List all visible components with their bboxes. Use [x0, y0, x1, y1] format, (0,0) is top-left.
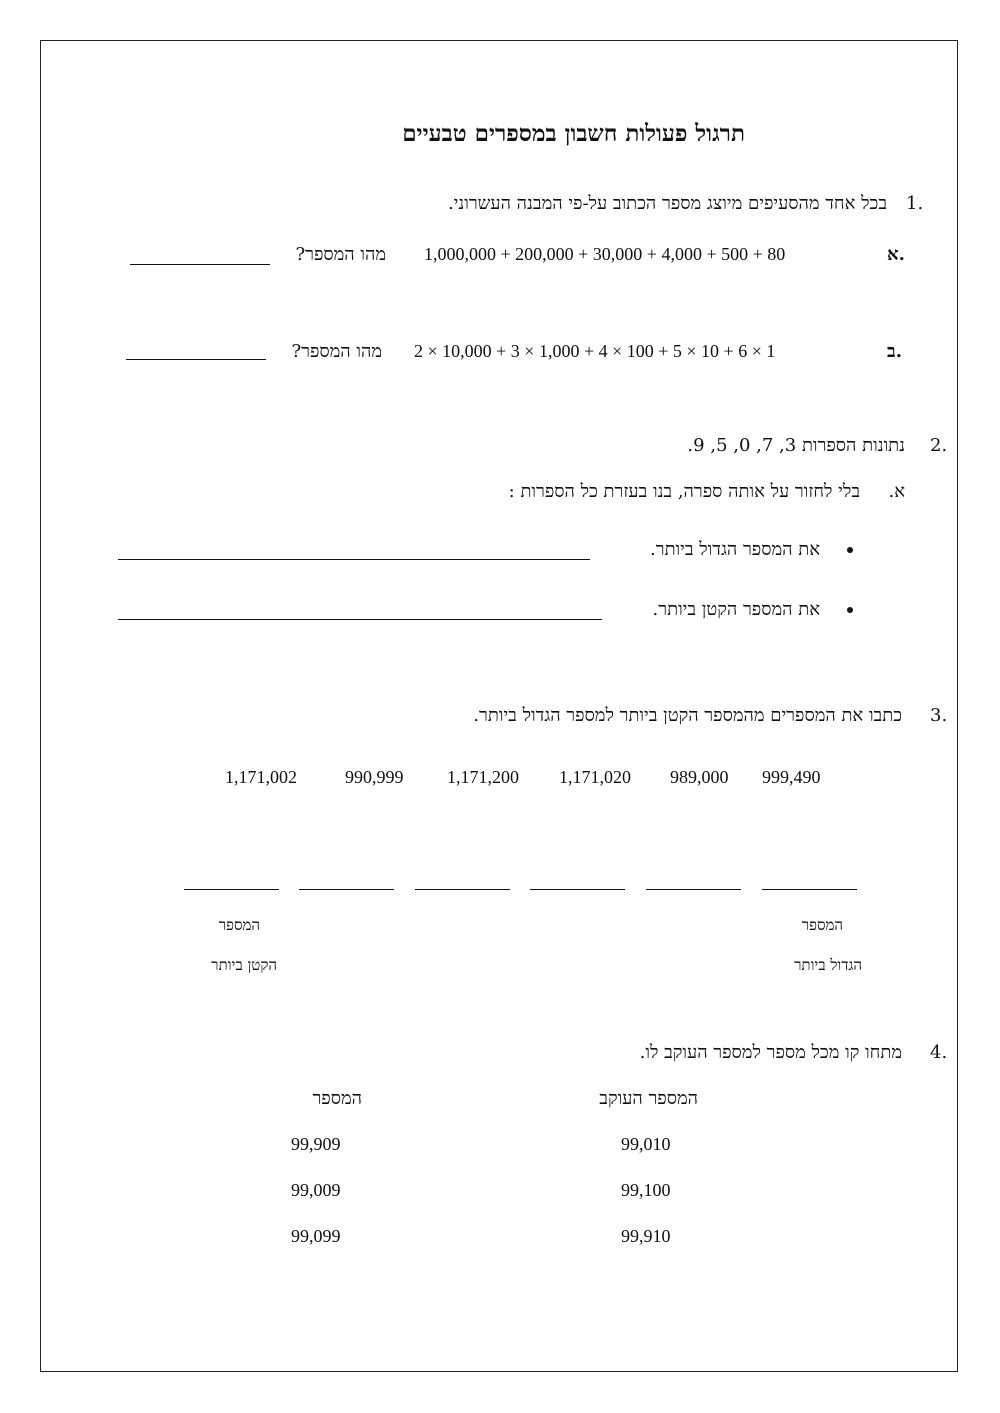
q3-answer-line[interactable] — [530, 889, 625, 890]
q3-number-item: 999,490 — [762, 767, 821, 787]
q1b-answer-line[interactable] — [126, 359, 266, 360]
q3-answer-line[interactable] — [646, 889, 741, 890]
q2a-label: א. — [888, 481, 905, 502]
q4-successor-header: המספר העוקב — [599, 1088, 698, 1109]
q3-answer-line[interactable] — [299, 889, 394, 890]
q2a-text: בלי לחזור על אותה ספרה, בנו בעזרת כל הספרות : — [508, 481, 860, 502]
q1a-label: א. — [887, 244, 905, 265]
q2-text: נתונות הספרות 3, 7, 0, 5, 9. — [687, 435, 905, 456]
q3-number-item: 990,999 — [345, 767, 404, 787]
q3-number-item: 1,171,020 — [559, 767, 631, 787]
q3-number-item: 989,000 — [670, 767, 729, 787]
q4-number-item: 99,909 — [291, 1134, 341, 1154]
q3-label-smallest: הקטן ביותר — [211, 956, 277, 974]
q2-bullet-smallest: את המספר הקטן ביותר. — [652, 599, 820, 620]
q3-label-largest: הגדול ביותר — [794, 956, 862, 974]
q3-answer-line[interactable] — [184, 889, 279, 890]
q4-number: 4. — [930, 1042, 948, 1063]
q3-number: 3. — [930, 705, 948, 726]
q1-text: בכל אחד מהסעיפים מיוצג מספר הכתוב על-פי המבנה העשרוני. — [447, 193, 887, 214]
q3-answer-line[interactable] — [762, 889, 857, 890]
q4-successor-item: 99,910 — [621, 1226, 671, 1246]
q3-number-item: 1,171,002 — [225, 767, 297, 787]
q3-label-smallest: המספר — [218, 916, 260, 934]
q2-smallest-answer-line[interactable] — [118, 619, 602, 620]
page-title: תרגול פעולות חשבון במספרים טבעיים — [402, 120, 745, 147]
q3-number-item: 1,171,200 — [447, 767, 519, 787]
q2-number: 2. — [930, 435, 948, 456]
q1b-label: ב. — [887, 341, 902, 362]
q1a-expression: 1,000,000 + 200,000 + 30,000 + 4,000 + 500 + 80 — [424, 244, 786, 264]
q4-successor-item: 99,010 — [621, 1134, 671, 1154]
q3-text: כתבו את המספרים מהמספר הקטן ביותר למספר הגדול ביותר. — [473, 705, 902, 726]
q3-answer-line[interactable] — [415, 889, 510, 890]
q4-successor-item: 99,100 — [621, 1180, 671, 1200]
bullet-icon — [847, 607, 853, 613]
q1a-prompt: מהו המספר? — [295, 244, 386, 265]
q4-number-item: 99,099 — [291, 1226, 341, 1246]
q1-number: 1. — [906, 193, 924, 214]
q2-bullet-largest: את המספר הגדול ביותר. — [650, 539, 820, 560]
q4-number-item: 99,009 — [291, 1180, 341, 1200]
q4-text: מתחו קו מכל מספר למספר העוקב לו. — [639, 1042, 902, 1063]
q1a-answer-line[interactable] — [130, 264, 270, 265]
q3-label-largest: המספר — [801, 916, 843, 934]
bullet-icon — [847, 547, 853, 553]
q1b-expression: 2 × 10,000 + 3 × 1,000 + 4 × 100 + 5 × 10 + 6 × 1 — [414, 341, 776, 361]
q2-largest-answer-line[interactable] — [118, 559, 590, 560]
q1b-prompt: מהו המספר? — [291, 341, 382, 362]
q4-number-header: המספר — [312, 1088, 362, 1109]
